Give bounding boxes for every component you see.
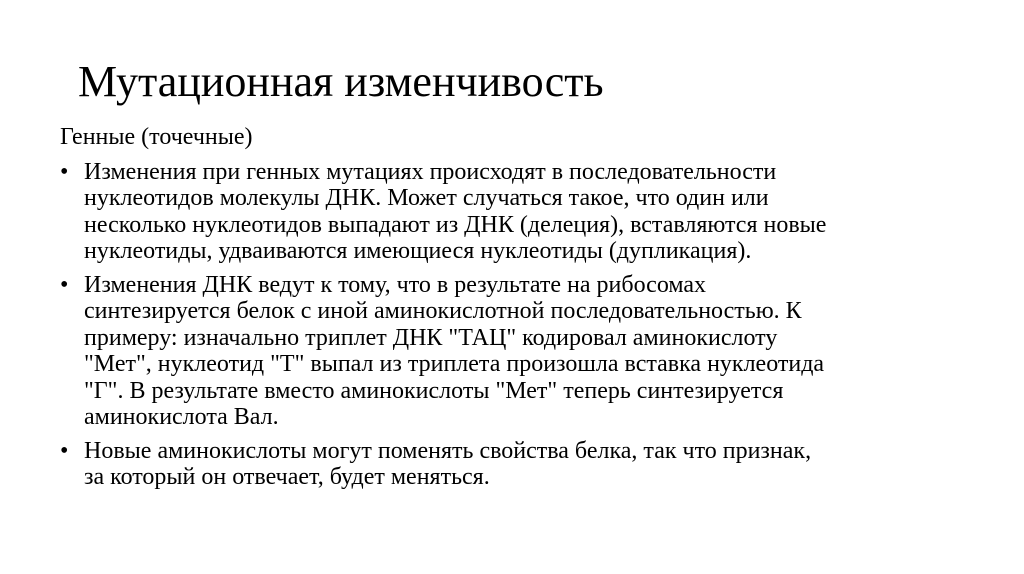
bullet-line: примеру: изначально триплет ДНК "ТАЦ" кодировал аминокислоту <box>84 324 778 351</box>
bullet-line: несколько нуклеотидов выпадают из ДНК (делеция), вставляются новые <box>84 211 827 238</box>
bullet-line: аминокислота Вал. <box>84 404 279 430</box>
bullet-item <box>60 272 960 431</box>
bullet-line: нуклеотидов молекулы ДНК. Может случаться такое, что один или <box>84 185 769 211</box>
bullet-dot-icon: • <box>60 271 69 298</box>
bullet-dot-icon: • <box>60 437 69 464</box>
bullet-item <box>60 438 960 491</box>
bullet-line: "Мет", нуклеотид "Т" выпал из триплета произошла вставка нуклеотида <box>84 351 825 377</box>
bullet-item <box>60 159 960 265</box>
bullet-line: нуклеотиды, удваиваются имеющиеся нуклеотиды (дупликация). <box>84 238 752 264</box>
bullet-line: Изменения при генных мутациях происходят в последовательности <box>84 158 777 185</box>
bullet-dot-icon: • <box>60 158 69 185</box>
slide-body <box>60 124 960 498</box>
bullet-line: за который он отвечает, будет меняться. <box>84 464 490 490</box>
bullet-line: "Г". В результате вместо аминокислоты "Мет" теперь синтезируется <box>84 377 784 404</box>
bullet-line: синтезируется белок с иной аминокислотной последовательностью. К <box>84 298 802 324</box>
bullet-line: Новые аминокислоты могут поменять свойства белка, так что признак, <box>84 437 812 464</box>
slide-title: Мутационная изменчивость <box>78 57 604 106</box>
subheading: Генные (точечные) <box>60 124 253 150</box>
bullet-line: Изменения ДНК ведут к тому, что в результате на рибосомах <box>84 271 707 298</box>
